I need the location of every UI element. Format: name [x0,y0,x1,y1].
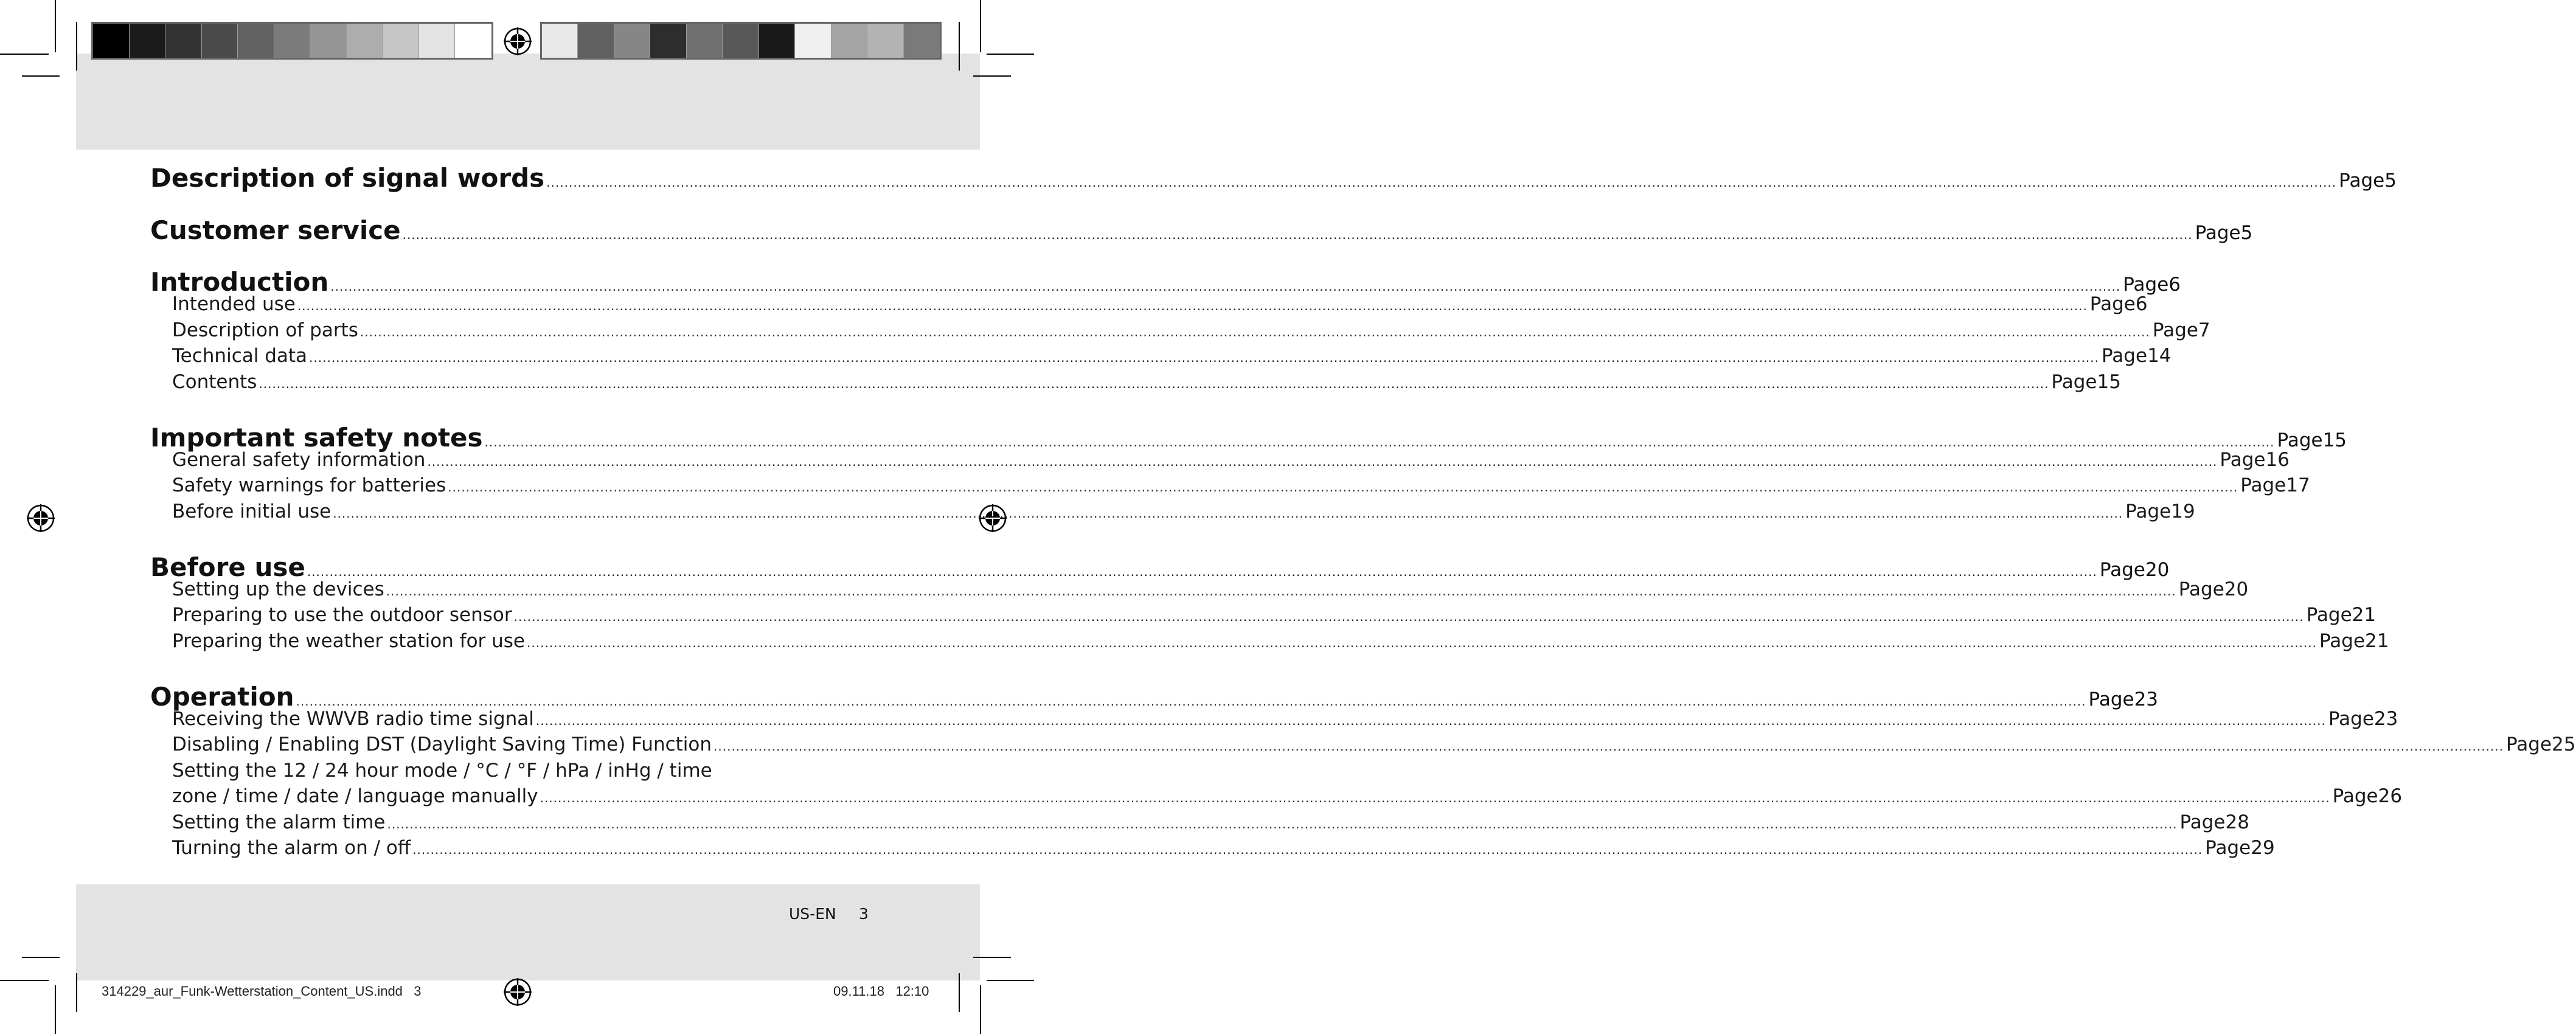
toc-entry-label: General safety information [172,448,426,471]
page-word: Page [2339,170,2385,192]
toc-entry [150,500,2195,527]
dot-leader: ................................................................................................................................................................................................................................................................................................................................................................................................................ [333,505,2123,521]
page-number: 6 [2135,293,2148,315]
dot-leader: ................................................................................................................................................................................................................................................................................................................................................................................................................ [484,434,2275,449]
toc-entry [150,785,2403,811]
dot-leader: ................................................................................................................................................................................................................................................................................................................................................................................................................ [412,842,2203,857]
toc-entry-label: Preparing to use the outdoor sensor [172,604,512,626]
toc-entry-label: Contents [172,370,257,393]
color-swatch [578,24,614,58]
color-swatch [347,24,383,58]
page-word: Page [2099,558,2145,581]
crop-mark [22,957,60,958]
crop-mark [973,957,1011,958]
toc-entry-label: Technical data [172,345,308,367]
page-number: 7 [2198,319,2210,341]
page-word: Page [2505,734,2552,755]
color-swatch [455,24,491,58]
registration-mark-icon [502,26,533,57]
color-swatch [383,24,419,58]
page-word: Page [2306,604,2352,626]
toc-entry-label: Setting up the devices [172,578,384,600]
page-number: 14 [2147,345,2172,367]
page-word: Page [2088,688,2134,710]
toc-entry [150,474,2310,501]
crop-mark [76,973,77,1012]
dot-leader: ................................................................................................................................................................................................................................................................................................................................................................................................................ [527,635,2317,650]
page-word: Page [2332,785,2378,807]
page-number: 5 [2240,221,2253,244]
crop-mark [76,22,77,71]
color-swatch [165,24,202,58]
toc-entry-label: zone / time / date / language manually [172,785,538,807]
crop-mark [987,980,1034,981]
page-number: 19 [2171,500,2195,522]
dot-leader: ................................................................................................................................................................................................................................................................................................................................................................................................................ [427,454,2218,469]
page-number: 29 [2251,837,2275,859]
slug-datetime: 09.11.18 12:10 [833,984,929,999]
toc-entry-label: Receiving the WWVB radio time signal [172,707,534,730]
page-number: 23 [2373,707,2398,730]
page-word: Page [2089,293,2136,315]
toc-section-heading-label: Introduction [150,267,329,297]
dot-leader: ................................................................................................................................................................................................................................................................................................................................................................................................................ [387,816,2178,831]
toc-entry [150,448,2290,475]
toc-entry [150,319,2210,345]
color-swatch [93,24,130,58]
page-number: 5 [2384,170,2397,192]
toc-section-heading-label: Description of signal words [150,163,545,193]
page-word: Page [2123,274,2169,296]
color-swatch [419,24,456,58]
toc-entry [150,578,2249,605]
toc-section-heading [150,267,2181,297]
page-word: Page [2277,429,2323,451]
crop-mark [959,22,960,71]
toc-section-heading [150,163,2397,193]
toc-entry [150,760,886,786]
toc-section-heading-label: Before use [150,552,305,582]
color-swatch [310,24,347,58]
page-number: 26 [2378,785,2403,807]
color-swatch [759,24,795,58]
dot-leader: ................................................................................................................................................................................................................................................................................................................................................................................................................ [309,350,2099,365]
footer-language-code: US-EN [789,905,836,923]
dot-leader: ................................................................................................................................................................................................................................................................................................................................................................................................................ [307,564,2097,579]
toc-entry [150,370,2121,397]
toc-section-heading [150,681,2159,712]
dot-leader: ................................................................................................................................................................................................................................................................................................................................................................................................................ [386,583,2176,599]
registration-mark-icon [26,503,56,533]
color-calibration-bar-right [540,22,942,60]
page-number: 21 [2365,630,2389,652]
page-word: Page [2051,370,2097,393]
color-swatch [650,24,686,58]
toc-entry [150,837,2275,863]
toc-entry-label: Turning the alarm on / off [172,837,411,859]
footer-band [76,884,980,980]
dot-leader: ................................................................................................................................................................................................................................................................................................................................................................................................................ [448,480,2238,494]
toc-section-heading [150,552,2170,582]
page-word: Page [2220,448,2266,471]
page-word: Page [2319,630,2366,652]
toc-section-heading [150,422,2347,453]
color-swatch [831,24,867,58]
crop-mark [980,0,981,52]
dot-leader: ................................................................................................................................................................................................................................................................................................................................................................................................................ [402,227,2193,242]
dot-leader: ................................................................................................................................................................................................................................................................................................................................................................................................................ [540,791,2330,805]
dot-leader: ................................................................................................................................................................................................................................................................................................................................................................................................................ [259,376,2049,391]
page-number: 15 [2097,370,2121,393]
toc-entry-label: Preparing the weather station for use [172,630,526,652]
footer-page-number: 3 [859,905,869,923]
toc-entry [150,604,2376,630]
toc-entry [150,345,2172,371]
crop-mark [22,75,60,77]
color-swatch [723,24,759,58]
toc-entry-label: Before initial use [172,500,332,522]
page-number: 16 [2265,448,2290,471]
header-band [76,54,980,150]
dot-leader: ................................................................................................................................................................................................................................................................................................................................................................................................................ [296,693,2086,709]
toc-section-heading-label: Operation [150,681,294,712]
page-number: 15 [2322,429,2347,451]
dot-leader: ................................................................................................................................................................................................................................................................................................................................................................................................................ [359,324,2150,339]
page-number: 20 [2145,558,2170,581]
page-word: Page [2152,319,2198,341]
page-word: Page [2328,707,2374,730]
page-number: 6 [2168,274,2181,296]
page-word: Page [2205,837,2251,859]
dot-leader: ................................................................................................................................................................................................................................................................................................................................................................................................................ [546,175,2337,190]
color-swatch [795,24,831,58]
toc-entry-label: Disabling / Enabling DST (Daylight Saving Time) Function [172,734,712,755]
toc-entry-label: Description of parts [172,319,358,341]
page-word: Page [2195,221,2241,244]
slug-filename: 314229_aur_Funk-Wetterstation_Content_US.indd 3 [102,984,422,999]
crop-mark [55,985,56,1034]
color-swatch [687,24,723,58]
page-number: 21 [2352,604,2376,626]
page-word: Page [2178,578,2224,600]
dot-leader: ................................................................................................................................................................................................................................................................................................................................................................................................................ [330,279,2121,294]
crop-mark [980,985,981,1034]
color-swatch [238,24,274,58]
toc-entry [150,630,2389,656]
page-word: Page [2179,811,2226,833]
crop-mark [55,0,56,52]
color-swatch [904,24,940,58]
crop-mark [0,54,49,55]
toc-section-heading-label: Customer service [150,215,401,245]
toc-entry-label: Setting the alarm time [172,811,386,833]
toc-section-heading-label: Important safety notes [150,422,483,453]
crop-mark [987,54,1034,55]
page-number: 23 [2134,688,2159,710]
page-number: 17 [2286,474,2310,496]
toc-entry-label: Intended use [172,293,296,315]
color-swatch [274,24,311,58]
toc-entry [150,734,2576,760]
toc-entry [150,811,2249,838]
crop-mark [0,980,49,981]
toc-entry-label: Setting the 12 / 24 hour mode / °C / °F / hPa / inHg / time [172,759,712,782]
page-word: Page [2240,474,2286,496]
dot-leader: ................................................................................................................................................................................................................................................................................................................................................................................................................ [513,609,2304,624]
crop-mark [973,75,1011,77]
crop-mark [959,973,960,1012]
toc-section-heading [150,215,2253,245]
registration-mark-icon [502,977,533,1007]
page-word: Page [2102,345,2148,367]
toc-entry [150,293,2148,319]
dot-leader: ................................................................................................................................................................................................................................................................................................................................................................................................................ [297,299,2088,313]
color-calibration-bar-left [91,22,493,60]
dot-leader: ................................................................................................................................................................................................................................................................................................................................................................................................................ [535,713,2326,728]
page-word: Page [2125,500,2172,522]
page-number: 20 [2224,578,2249,600]
page-number: 25 [2552,734,2576,755]
color-swatch [130,24,166,58]
page-number: 28 [2225,811,2249,833]
toc-entry [150,707,2398,734]
dot-leader: ................................................................................................................................................................................................................................................................................................................................................................................................................ [713,739,2504,754]
color-swatch [202,24,238,58]
toc-entry-label: Safety warnings for batteries [172,474,446,496]
table-of-contents [150,163,2576,863]
color-swatch [867,24,903,58]
color-swatch [542,24,578,58]
color-swatch [614,24,650,58]
